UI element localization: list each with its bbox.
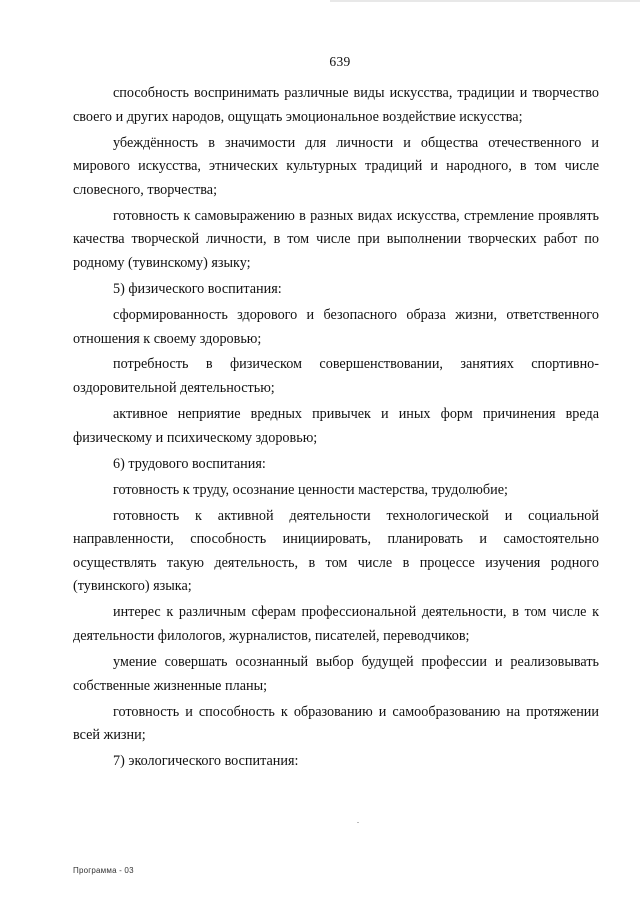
paragraph: готовность к активной деятельности технологической и социальной направленности, способность инициировать, планировать и самостоятельно осуществлять такую деятельность, в том числе в процессе изучения родного (тувинского) языка; bbox=[73, 507, 599, 595]
page-number: 639 bbox=[329, 54, 351, 69]
paragraph: сформированность здорового и безопасного образа жизни, ответственного отношения к своему здоровью; bbox=[73, 306, 599, 347]
section-heading: 7) экологического воспитания: bbox=[113, 753, 299, 770]
paragraph: активное неприятие вредных привычек и иных форм причинения вреда физическому и психическому здоровью; bbox=[73, 406, 599, 446]
document-body bbox=[73, 82, 599, 776]
scan-edge bbox=[330, 0, 640, 2]
section-heading: 5) физического воспитания: bbox=[113, 280, 282, 297]
paragraph: готовность и способность к образованию и самообразованию на протяжении всей жизни; bbox=[73, 703, 599, 744]
paragraph: готовность к самовыражению в разных видах искусства, стремление проявлять качества творческой личности, в том числе при выполнении творческих работ по родному (тувинскому) языку; bbox=[73, 207, 599, 271]
paragraph: интерес к различным сферам профессиональной деятельности, в том числе к деятельности филологов, журналистов, писателей, переводчиков; bbox=[73, 604, 599, 644]
paragraph: способность воспринимать различные виды искусства, традиции и творчество своего и других народов, ощущать эмоциональное воздействие искусства; bbox=[73, 85, 599, 125]
paragraph: убеждённость в значимости для личности и общества отечественного и мирового искусства, этнических культурных традиций и народного, в том числе словесного, творчества; bbox=[73, 134, 599, 198]
paragraph: потребность в физическом совершенствовании, занятиях спортивно-оздоровительной деятельностью; bbox=[73, 356, 599, 397]
paragraph: готовность к труду, осознание ценности мастерства, трудолюбие; bbox=[113, 481, 508, 498]
paragraph: умение совершать осознанный выбор будущей профессии и реализовывать собственные жизненные планы; bbox=[73, 653, 599, 694]
footer-label: Программа - 03 bbox=[73, 866, 134, 875]
scan-speck bbox=[357, 822, 359, 823]
section-heading: 6) трудового воспитания: bbox=[113, 455, 266, 472]
